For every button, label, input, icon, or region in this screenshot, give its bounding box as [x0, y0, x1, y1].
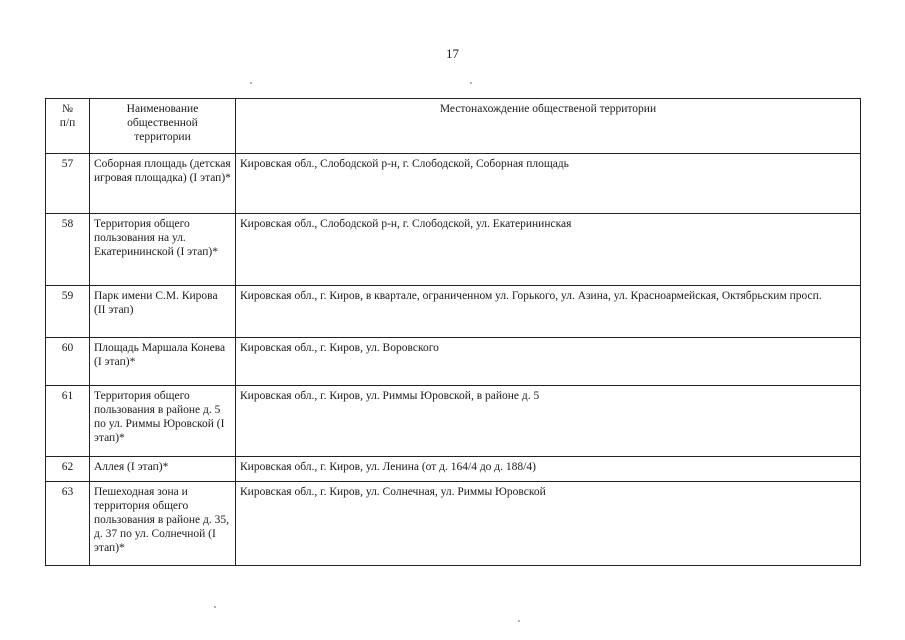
scan-speck: [250, 82, 252, 84]
row-location: Кировская обл., г. Киров, ул. Солнечная, ул. Риммы Юровской: [236, 482, 861, 566]
table-row: [46, 386, 861, 457]
row-num: 60: [46, 338, 90, 386]
row-name: Территория общего пользования в районе д. 5 по ул. Риммы Юровской (I этап)*: [90, 386, 236, 457]
row-name: Территория общего пользования на ул. Екатерининской (I этап)*: [90, 214, 236, 286]
row-name: Парк имени С.М. Кирова (II этап): [90, 286, 236, 338]
row-num: 57: [46, 154, 90, 214]
table-row: [46, 457, 861, 482]
row-location: Кировская обл., г. Киров, в квартале, ограниченном ул. Горького, ул. Азина, ул. Красноармейская, Октябрьским просп.: [236, 286, 861, 338]
table-row: [46, 482, 861, 566]
row-num: 61: [46, 386, 90, 457]
row-location: Кировская обл., г. Киров, ул. Риммы Юровской, в районе д. 5: [236, 386, 861, 457]
header-location: Местонахождение общественой территории: [236, 99, 861, 154]
row-location: Кировская обл., Слободской р-н, г. Слободской, Соборная площадь: [236, 154, 861, 214]
row-name: Соборная площадь (детская игровая площадка) (I этап)*: [90, 154, 236, 214]
table-row: [46, 338, 861, 386]
territories-table: [45, 98, 861, 566]
table-header-row: [46, 99, 861, 154]
header-num: № п/п: [46, 99, 90, 154]
header-name: Наименование общественной территории: [90, 99, 236, 154]
table-row: [46, 286, 861, 338]
row-location: Кировская обл., г. Киров, ул. Ленина (от д. 164/4 до д. 188/4): [236, 457, 861, 482]
row-name: Аллея (I этап)*: [90, 457, 236, 482]
row-num: 59: [46, 286, 90, 338]
row-num: 63: [46, 482, 90, 566]
table-row: [46, 154, 861, 214]
row-name: Пешеходная зона и территория общего пользования в районе д. 35, д. 37 по ул. Солнечной (I этап)*: [90, 482, 236, 566]
row-location: Кировская обл., г. Киров, ул. Воровского: [236, 338, 861, 386]
row-name: Площадь Маршала Конева (I этап)*: [90, 338, 236, 386]
scan-speck: [470, 82, 472, 84]
scan-speck: [214, 606, 216, 608]
row-num: 58: [46, 214, 90, 286]
scan-speck: [518, 620, 520, 622]
row-location: Кировская обл., Слободской р-н, г. Слободской, ул. Екатерининская: [236, 214, 861, 286]
row-num: 62: [46, 457, 90, 482]
page-number: 17: [446, 46, 459, 61]
table-row: [46, 214, 861, 286]
